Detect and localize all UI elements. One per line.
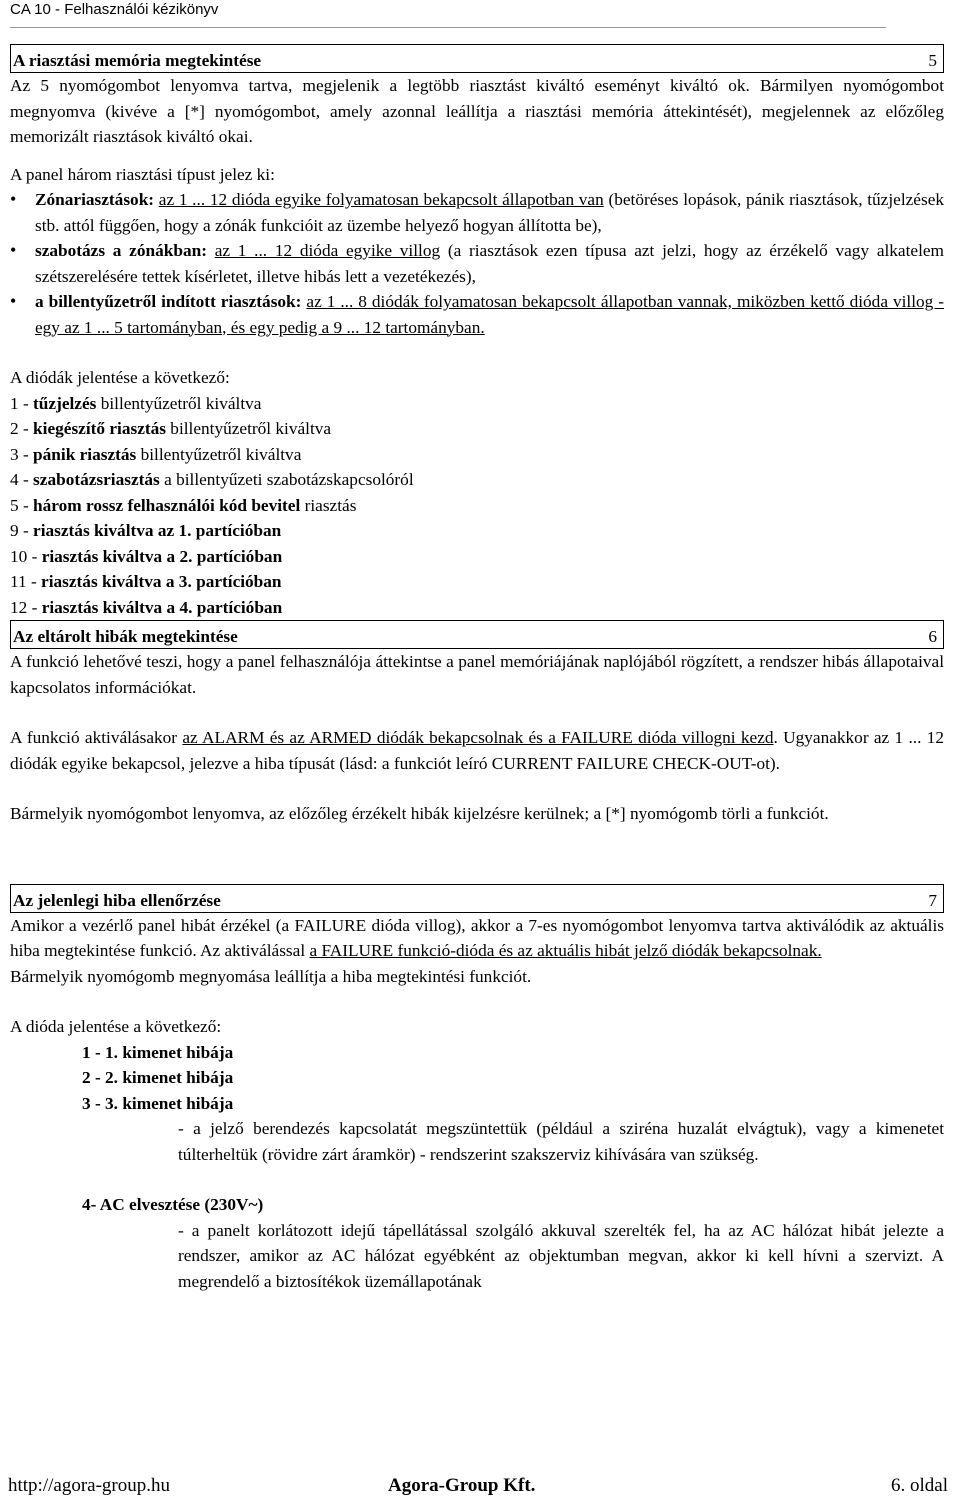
paragraph: A funkció lehetővé teszi, hogy a panel felhasználója áttekintse a panel memóriájának naplójából rögzített, a rendszer hibás állapotaival kapcsolatos információkat. (10, 652, 944, 697)
footer-company: Agora-Group Kft. (388, 1475, 536, 1496)
list-item: • szabotázs a zónákban: az 1 ... 12 dióda egyike villog (a riasztások ezen típusa azt jelzi, hogy az érzékelő vagy alkatelem szétszerelésére tettek kísérletet, illetve hibás lett a vezetékezés), (10, 238, 944, 289)
list-item: 1 - tűzjelzés billentyűzetről kiváltva (10, 393, 262, 413)
list-item: 3 - pánik riasztás billentyűzetről kiváltva (10, 444, 302, 464)
list-item: 5 - három rossz felhasználói kód bevitel riasztás (10, 495, 357, 515)
list-item: 10 - riasztás kiváltva a 2. partícióban (10, 546, 283, 566)
document-title: CA 10 - Felhasználói kézikönyv (10, 1, 219, 18)
paragraph: Bármelyik nyomógombot lenyomva, az előzőleg érzékelt hibák kijelzésre kerülnek; a [*] nyomógomb törli a funkciót. (10, 804, 829, 823)
list-item: 12 - riasztás kiváltva a 4. partícióban (10, 597, 283, 617)
section-number: 5 (928, 51, 937, 70)
paragraph: A panel három riasztási típust jelez ki: (10, 164, 275, 184)
list-item: • Zónariasztások: az 1 ... 12 dióda egyike folyamatosan bekapcsolt állapotban van (betöréses lopások, pánik riasztások, tűzjelzések stb. attól függően, hogy a zónák funkcióit az üzembe helyező hogyan állította be), (10, 187, 944, 238)
document-body (10, 44, 944, 1294)
list-item: 9 - riasztás kiváltva az 1. partícióban (10, 521, 282, 540)
alarm-types-list (10, 187, 944, 340)
list-item: 4 - szabotázsriasztás a billentyűzeti szabotázskapcsolóról (10, 470, 414, 489)
section-number: 6 (928, 627, 937, 646)
paragraph: A diódák jelentése a következő: (10, 368, 230, 387)
footer-url: http://agora-group.hu (8, 1475, 170, 1496)
list-item: 2 - kiegészítő riasztás billentyűzetről kiváltva (10, 419, 332, 438)
section-6-heading (10, 620, 944, 649)
section-number: 7 (928, 890, 937, 910)
list-item: 11 - riasztás kiváltva a 3. partícióban (10, 572, 282, 591)
paragraph: Bármelyik nyomógomb megnyomása leállítja a hiba megtekintési funkciót. (10, 966, 532, 986)
diode-meaning-list (10, 391, 944, 621)
page-header (10, 0, 886, 28)
list-item: 2 - 2. kimenet hibája (82, 1068, 234, 1087)
page-number: 6. oldal (891, 1475, 948, 1496)
section-title: Az eltárolt hibák megtekintése (13, 627, 238, 646)
paragraph: A dióda jelentése a következő: (10, 1017, 222, 1036)
section-7-heading (10, 884, 944, 913)
list-item-description: - a panelt korlátozott idejű tápellátással szolgáló akkuval szerelték fel, ha az AC hálózat hibát jelezte a rendszer, amikor az AC hálózat egyébként az objektumban megvan, akkor ki kell hívni a szervizt. A megrendelő a biztosítékok üzemállapotának (178, 1220, 944, 1291)
paragraph: Amikor a vezérlő panel hibát érzékel (a FAILURE dióda villog), akkor a 7-es nyomógombot lenyomva tartva aktiválódik az aktuális hiba megtekintése funkció. Az aktiválással a FAILURE funkció-dióda és az aktuális hibát jelző diódák bekapcsolnak. (10, 915, 944, 960)
section-title: A riasztási memória megtekintése (13, 51, 262, 70)
list-item: 4- AC elvesztése (230V~) (82, 1195, 264, 1214)
section-title: Az jelenlegi hiba ellenőrzése (13, 890, 221, 910)
section-5-heading (10, 44, 944, 73)
list-item: 3 - 3. kimenet hibája (82, 1093, 234, 1113)
paragraph: A funkció aktiválásakor az ALARM és az ARMED diódák bekapcsolnak és a FAILURE dióda villogni kezd. Ugyanakkor az 1 ... 12 diódák egyike bekapcsol, jelezve a hiba típusát (lásd: a funkciót leíró CURRENT FAILURE CHECK-OUT-ot). (10, 728, 944, 773)
list-item: 1 - 1. kimenet hibája (82, 1042, 234, 1062)
list-item: • a billentyűzetről indított riasztások: az 1 ... 8 diódák folyamatosan bekapcsolt állapotban vannak, miközben kettő dióda villog - egy az 1 ... 5 tartományban, és egy pedig a 9 ... 12 tartományban. (10, 289, 944, 340)
paragraph: Az 5 nyomógombot lenyomva tartva, megjelenik a legtöbb riasztást kiváltó eseményt kiváltó ok. Bármilyen nyomógombot megnyomva (kivéve a [*] nyomógombot, amely azonnal leállítja a riasztási memória áttekintését), megjelennek az előzőleg memorizált riasztások kiváltó okai. (10, 76, 944, 146)
list-item-description: - a jelző berendezés kapcsolatát megszüntettük (például a sziréna huzalát elvágtuk), vagy a kimenetet túlterheltük (rövidre zárt áramkör) - rendszerint szakszerviz kihívására van szükség. (178, 1119, 944, 1164)
